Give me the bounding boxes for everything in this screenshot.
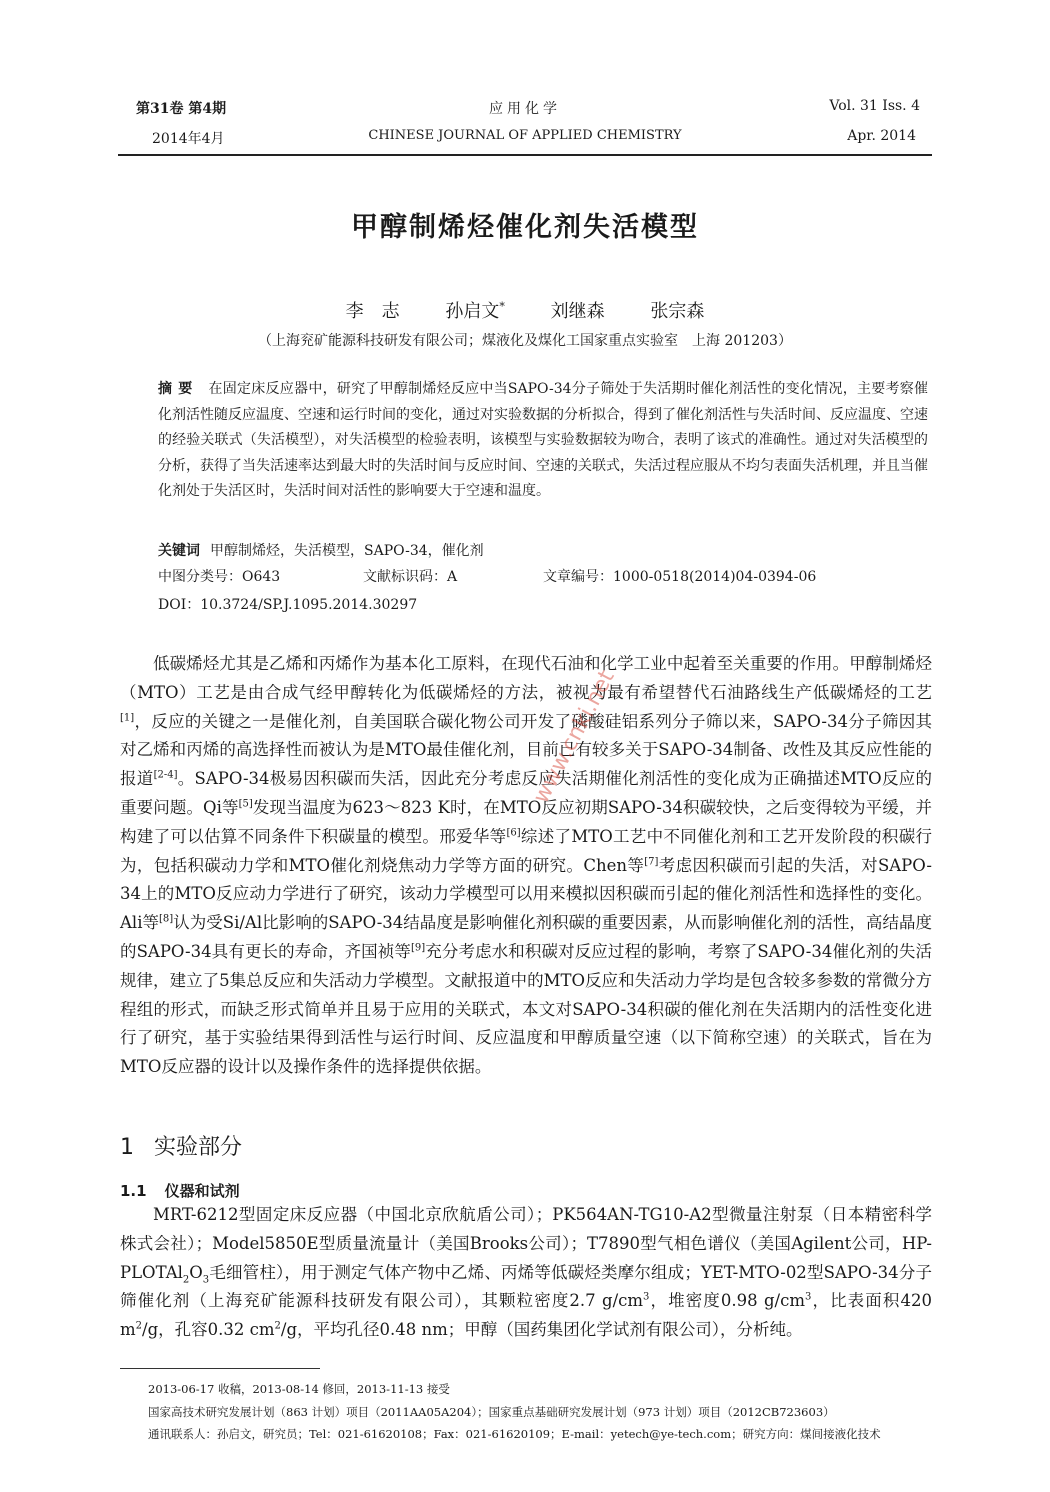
materials-paragraph [120,1201,932,1345]
citation: [5] [238,798,253,810]
superscript: 3 [805,1291,812,1303]
materials-text: ，堆密度0.98 g/cm [649,1291,805,1311]
materials-text: MRT-6212型固定床反应器（中国北京欣航盾公司）；PK564AN-TG10-A2型微量注射泵（日本精密科学株式会社）；Model5850E型质量流量计（美国Brooks公司）；T7890型气相色谱仪（美国Agilent公司，HP-PLOTAl [120,1205,932,1282]
superscript: 2 [135,1320,143,1332]
issue-date-en: Apr. 2014 [847,128,916,144]
affiliation: （上海兖矿能源科技研发有限公司；煤液化及煤化工国家重点实验室 上海 201203） [258,333,792,349]
intro-text: 综述了MTO工艺中不同催化剂和工艺开发阶段的积碳行为，包括积碳动力学和MTO催化剂烧焦动力学等方面的研究。Chen等 [120,826,932,875]
intro-text: 认为受Si/Al比影响的SAPO-34结晶度是影响催化剂积碳的重要因素，从而影响催化剂的活性，高结晶度的SAPO-34具有更长的寿命，齐国祯等 [120,913,932,961]
footnotes [148,1378,948,1446]
citation: [2-4] [153,769,178,781]
corresponding-mark: * [499,300,505,313]
keywords-label: 关键词 [158,543,200,559]
intro-text: 低碳烯烃尤其是乙烯和丙烯作为基本化工原料，在现代石油和化学工业中起着至关重要的作用。甲醇制烯烃（MTO）工艺是由合成气经甲醇转化为低碳烯烃的方法，被视为最有希望替代石油路线生产低碳烯烃的工艺 [120,654,932,702]
materials-text: /g，孔容0.32 cm [142,1320,275,1340]
author-name: 李 志 [345,301,400,322]
footnote-rule [120,1368,320,1369]
watermark-text: www.cnki.net [528,666,620,808]
clc-number: 中图分类号：O643 [158,569,281,585]
subsection-title: 仪器和试剂 [164,1182,240,1200]
citation: [6] [506,827,521,839]
volume-issue-en: Vol. 31 Iss. 4 [829,98,920,114]
classification-line [158,566,928,588]
footnote-received: 2013-06-17 收稿，2013-08-14 修回，2013-11-13 接受 [148,1382,450,1396]
journal-name-en: CHINESE JOURNAL OF APPLIED CHEMISTRY [368,128,682,143]
keywords [158,540,928,560]
document-code: 文献标识码：A [363,569,458,585]
intro-text: 。SAPO-34极易因积碳而失活，因此充分考虑反应失活期催化剂活性的变化成为正确描述MTO反应的重要问题。Qi等 [120,769,933,817]
subscript: 2 [182,1273,190,1285]
intro-text: 充分考虑水和积碳对反应过程的影响，考察了SAPO-34催化剂的失活规律，建立了5集总反应和失活动力学模型。文献报道中的MTO反应和失活动力学均是包含较多参数的常微分方程组的形式，而缺乏形式简单并且易于应用的关联式，本文对SAPO-34积碳的催化剂在失活期内的活性变化进行了研究，基于实验结果得到活性与运行时间、反应温度和甲醇质量空速（以下简称空速）的关联式，旨在为MTO反应器的设计以及操作条件的选择提供依据。 [120,941,932,1077]
citation: [1] [120,712,135,724]
running-header [120,98,930,158]
superscript: 2 [274,1320,281,1332]
author-name: 刘继森 [550,301,605,322]
issue-date: 2014年4月 [152,131,225,147]
subscript: 3 [202,1273,210,1285]
volume-issue: 第31卷 第4期 [136,101,227,117]
author-list [0,297,1050,323]
watermark-stamp [505,640,655,840]
header-rule [118,154,932,156]
superscript: 3 [643,1291,650,1303]
section-title: 实验部分 [154,1135,243,1160]
abstract [158,377,928,505]
section-heading [120,1130,242,1161]
article-number: 文章编号：1000-0518(2014)04-0394-06 [543,569,817,585]
footnote-funding: 国家高技术研究发展计划（863 计划）项目（2011AA05A204）；国家重点基础研究发展计划（973 计划）项目（2012CB723603） [148,1404,835,1419]
subsection-number: 1.1 [120,1182,147,1200]
materials-text: 毛细管柱），用于测定气体产物中乙烯、丙烯等低碳烃类摩尔组成；YET-MTO-02型SAPO-34分子筛催化剂（上海兖矿能源科技研发有限公司），其颗粒密度2.7 g/cm [120,1262,932,1311]
materials-text: O [189,1262,203,1282]
citation: [9] [410,942,426,954]
abstract-text: 在固定床反应器中，研究了甲醇制烯烃反应中当SAPO-34分子筛处于失活期时催化剂活性的变化情况，主要考察催化剂活性随反应温度、空速和运行时间的变化，通过对实验数据的分析拟合，得到了催化剂活性与失活时间、反应温度、空速的经验关联式（失活模型），对失活模型的检验表明，该模型与实验数据较为吻合，表明了该式的准确性。通过对失活模型的分析，获得了当失活速率达到最大时的失活时间与反应时间、空速的关联式，失活过程应服从不均匀表面失活机理，并且当催化剂处于失活区时，失活时间对活性的影响要大于空速和温度。 [158,381,928,499]
author-name: 孙启文 [445,301,500,322]
doi: DOI：10.3724/SP.J.1095.2014.30297 [158,597,418,613]
materials-section [120,1201,932,1345]
paper-title: 甲醇制烯烃催化剂失活模型 [351,212,699,243]
citation: [8] [159,913,174,925]
subsection-heading [120,1180,240,1201]
abstract-label: 摘要 [158,381,199,397]
materials-text: ，比表面积420 m [120,1291,932,1340]
footnote-contact: 通讯联系人：孙启文，研究员；Tel：021-61620108；Fax：021-61620109；E-mail：yetech@ye-tech.com；研究方向：煤间接液化技术 [148,1427,881,1441]
section-number: 1 [120,1135,134,1160]
citation: [7] [644,856,659,868]
intro-text: 发现当温度为623～823 K时，在MTO反应初期SAPO-34积碳较快，之后变得较为平缓，并构建了可以估算不同条件下积碳量的模型。邢爱华等 [120,797,932,846]
author-name: 张宗森 [650,301,705,322]
intro-text: 考虑因积碳而引起的失活，对SAPO-34上的MTO反应动力学进行了研究，该动力学模型可以用来模拟因积碳而引起的催化剂活性和选择性的变化。Ali等 [120,855,932,933]
keywords-text: 甲醇制烯烃，失活模型，SAPO-34，催化剂 [210,543,484,559]
materials-text: /g，平均孔径0.48 nm；甲醇（国药集团化学试剂有限公司），分析纯。 [280,1320,803,1340]
intro-text: ，反应的关键之一是催化剂，自美国联合碳化物公司开发了磷酸硅铝系列分子筛以来，SAPO-34分子筛因其对乙烯和丙烯的高选择性而被认为是MTO最佳催化剂，目前已有较多关于SAPO-34制备、改性及其反应性能的报道 [120,711,932,789]
journal-name-cn: 应用化学 [489,101,561,117]
